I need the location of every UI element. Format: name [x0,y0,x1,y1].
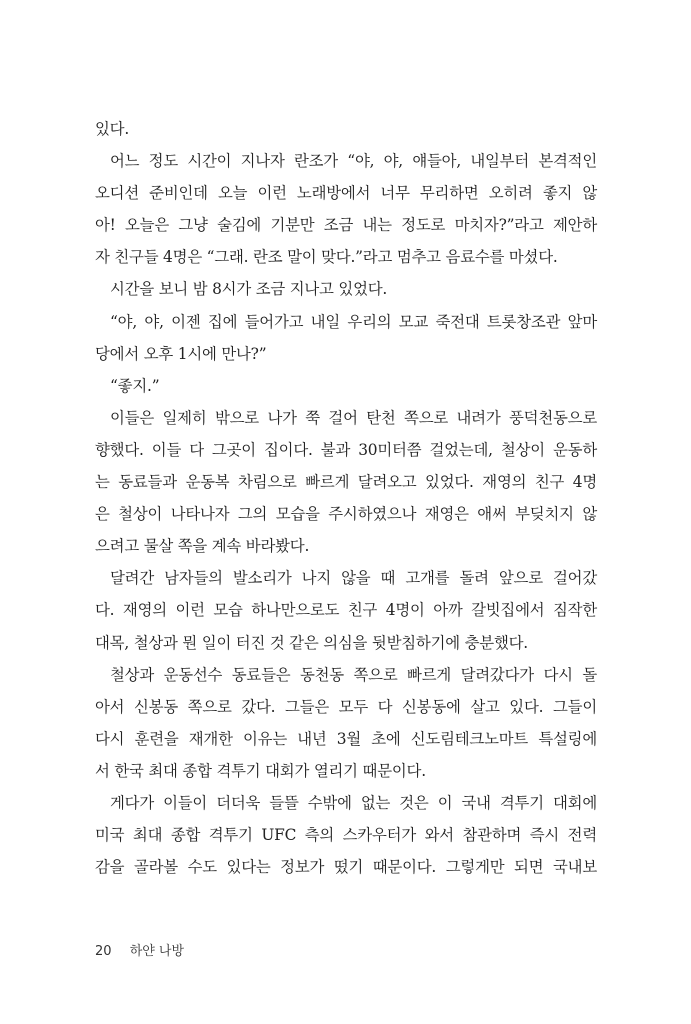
text-line: 는 동료들과 운동복 차림으로 빠르게 달려오고 있었다. 재영의 친구 4명 [95,473,597,492]
text-line: 으려고 물살 쪽을 계속 바라봤다. [95,537,310,556]
text-line: 있다. [95,120,130,138]
text-line: 대목, 철상과 뭔 일이 터진 것 같은 의심을 뒷받침하기에 충분했다. [95,633,528,652]
text-line: “좋지.” [110,376,160,395]
body-text [95,113,597,883]
text-line: 아! 오늘은 그냥 술김에 기분만 조금 내는 정도로 마치자?”라고 제안하 [95,216,597,235]
book-title: 하얀 나방 [129,944,185,959]
text-line: 다. 재영의 이런 모습 하나만으로도 친구 4명이 아까 갈빗집에서 짐작한 [95,601,597,620]
text-line: 이들은 일제히 밖으로 나가 쭉 걸어 탄천 쪽으로 내려가 풍덕천동으로 [110,408,597,427]
text-line: 달려간 남자들의 발소리가 나지 않을 때 고개를 돌려 앞으로 걸어갔 [110,569,597,588]
text-line: 미국 최대 종합 격투기 UFC 측의 스카우터가 와서 참관하며 즉시 전력 [95,826,597,845]
page-number: 20 [95,944,112,959]
text-line: 자 친구들 4명은 “그래. 란조 말이 맞다.”라고 멈추고 음료수를 마셨다. [95,248,558,267]
text-line: 시간을 보니 밤 8시가 조금 지나고 있었다. [110,280,388,299]
text-line: 어느 정도 시간이 지나자 란조가 “야, 야, 얘들아, 내일부터 본격적인 [110,152,597,171]
text-line: 다시 훈련을 재개한 이유는 내년 3월 초에 신도림테크노마트 특설링에 [95,729,597,748]
text-line: 감을 골라볼 수도 있다는 정보가 떴기 때문이다. 그렇게만 되면 국내보 [95,858,597,877]
text-line: 서 한국 최대 종합 격투기 대회가 열리기 때문이다. [95,761,426,780]
text-line: 아서 신봉동 쪽으로 갔다. 그들은 모두 다 신봉동에 살고 있다. 그들이 [95,697,597,716]
text-line: 오디션 준비인데 오늘 이런 노래방에서 너무 무리하면 오히려 좋지 않 [95,184,597,203]
text-line: 게다가 이들이 더더욱 들뜰 수밖에 없는 것은 이 국내 격투기 대회에 [110,793,597,812]
text-line: 철상과 운동선수 동료들은 동천동 쪽으로 빠르게 달려갔다가 다시 돌 [110,665,597,684]
text-line: 은 철상이 나타나자 그의 모습을 주시하였으나 재영은 애써 부딪치지 않 [95,505,597,524]
text-line: “야, 야, 이젠 집에 들어가고 내일 우리의 모교 죽전대 트롯창조관 앞마 [110,312,597,331]
text-line: 향했다. 이들 다 그곳이 집이다. 불과 30미터쯤 걸었는데, 철상이 운동하 [95,440,597,459]
text-line: 당에서 오후 1시에 만나?” [95,344,267,363]
page-footer [95,940,184,959]
